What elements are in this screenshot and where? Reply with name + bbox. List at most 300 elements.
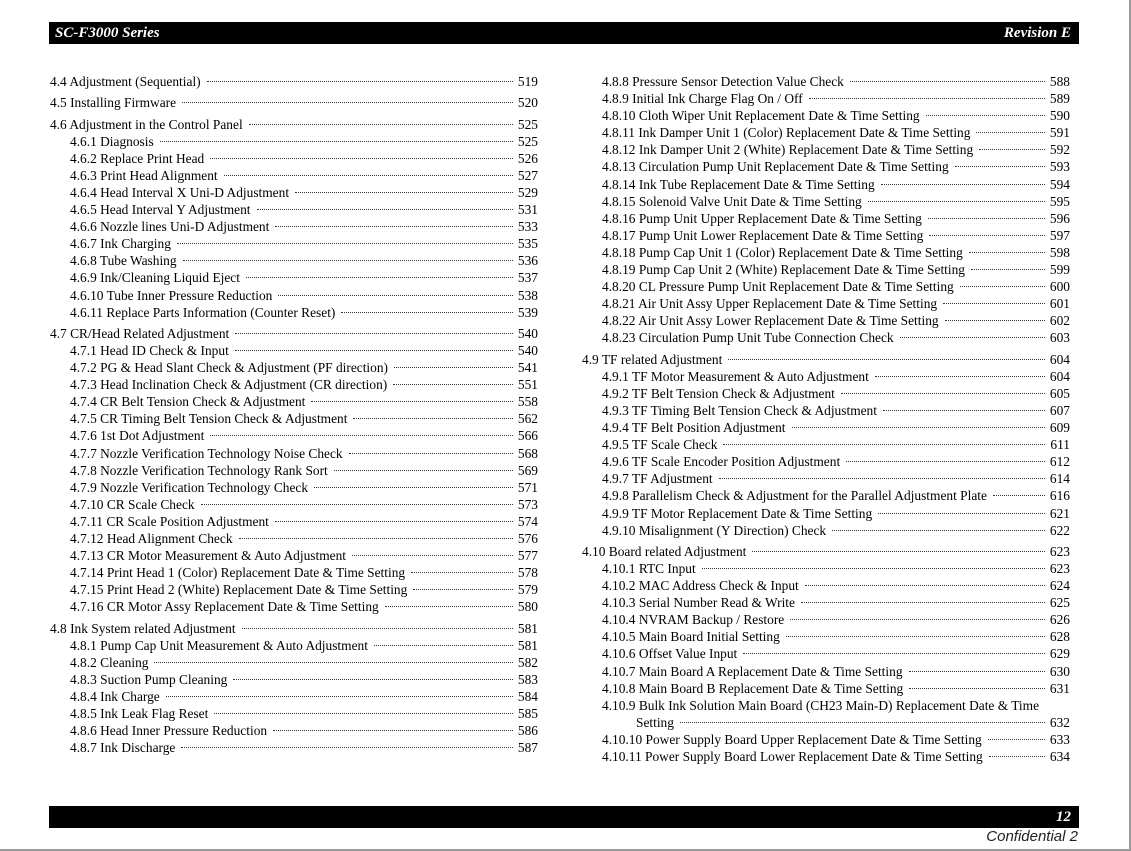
dot-leader xyxy=(850,73,1045,82)
toc-subsection-link[interactable] xyxy=(50,705,538,722)
toc-entry-title: 4.8.15 Solenoid Valve Unit Date & Time Setting xyxy=(602,193,862,209)
toc-entry-title: 4.8.19 Pump Cap Unit 2 (White) Replacement Date & Time Setting xyxy=(602,262,965,278)
toc-subsection-link[interactable] xyxy=(582,210,1070,227)
toc-page-number: 581 xyxy=(517,637,538,653)
dot-leader xyxy=(976,124,1044,133)
toc-page-number: 596 xyxy=(1049,210,1070,226)
toc-entry-title: 4.8.2 Cleaning xyxy=(70,654,149,670)
toc-subsection-link[interactable] xyxy=(50,218,538,235)
toc-subsection-link[interactable] xyxy=(50,564,538,581)
dot-leader xyxy=(989,748,1045,757)
toc-subsection-link[interactable] xyxy=(50,133,538,150)
toc-entry-title: 4.6.9 Ink/Cleaning Liquid Eject xyxy=(70,270,240,286)
toc-entry-title: 4.7.3 Head Inclination Check & Adjustment (CR direction) xyxy=(70,377,388,393)
dot-leader xyxy=(235,342,513,351)
toc-entry-title: 4.6 Adjustment in the Control Panel xyxy=(50,116,243,132)
toc-subsection-link[interactable] xyxy=(50,671,538,688)
toc-subsection-link[interactable] xyxy=(50,252,538,269)
toc-page-number: 571 xyxy=(517,479,538,495)
toc-subsection-link[interactable] xyxy=(50,393,538,410)
toc-subsection-link[interactable] xyxy=(50,654,538,671)
toc-entry-title: 4.7.15 Print Head 2 (White) Replacement Date & Time Setting xyxy=(70,582,408,598)
toc-page-number: 614 xyxy=(1049,471,1070,487)
dot-leader xyxy=(210,427,513,436)
toc-subsection-link[interactable] xyxy=(582,560,1070,577)
toc-section-link[interactable] xyxy=(50,94,538,111)
toc-entry-title: 4.7.16 CR Motor Assy Replacement Date & Time Setting xyxy=(70,599,379,615)
toc-page-number: 591 xyxy=(1049,125,1070,141)
dot-leader xyxy=(413,581,513,590)
toc-entry-title: 4.9.8 Parallelism Check & Adjustment for the Parallel Adjustment Plate xyxy=(602,488,987,504)
toc-subsection-link[interactable] xyxy=(582,90,1070,107)
toc-entry-title: 4.8.6 Head Inner Pressure Reduction xyxy=(70,723,268,739)
dot-leader xyxy=(786,628,1045,637)
toc-subsection-link[interactable] xyxy=(50,722,538,739)
toc-page-number: 582 xyxy=(517,654,538,670)
toc-entry-title: 4.6.6 Nozzle lines Uni-D Adjustment xyxy=(70,219,270,235)
toc-subsection-link[interactable] xyxy=(582,628,1070,645)
toc-page-number: 586 xyxy=(517,723,538,739)
toc-entry-title: 4.8.14 Ink Tube Replacement Date & Time Setting xyxy=(602,176,875,192)
toc-page-number: 589 xyxy=(1049,91,1070,107)
dot-leader xyxy=(841,385,1045,394)
dot-leader xyxy=(909,680,1045,689)
toc-subsection-link[interactable] xyxy=(582,577,1070,594)
toc-entry-title: 4.10.2 MAC Address Check & Input xyxy=(602,578,799,594)
toc-subsection-link[interactable] xyxy=(50,462,538,479)
dot-leader xyxy=(182,94,513,103)
dot-leader xyxy=(275,513,513,522)
toc-page-number: 605 xyxy=(1049,385,1070,401)
toc-subsection-link[interactable] xyxy=(50,184,538,201)
toc-entry-title: 4.7.8 Nozzle Verification Technology Rank Sort xyxy=(70,462,328,478)
dot-leader xyxy=(809,90,1045,99)
toc-page-number: 621 xyxy=(1049,505,1070,521)
dot-leader xyxy=(275,218,513,227)
toc-subsection-link[interactable] xyxy=(582,385,1070,402)
toc-entry-title: 4.7.6 1st Dot Adjustment xyxy=(70,428,205,444)
toc-subsection-link-continued[interactable] xyxy=(582,714,1070,731)
toc-entry-title: 4.6.1 Diagnosis xyxy=(70,133,154,149)
toc-entry-title: 4.9.3 TF Timing Belt Tension Check & Adjustment xyxy=(602,402,877,418)
toc-page-number: 583 xyxy=(517,671,538,687)
dot-leader xyxy=(969,244,1045,253)
toc-entry-title: 4.6.7 Ink Charging xyxy=(70,236,171,252)
toc-subsection-link[interactable] xyxy=(50,304,538,321)
toc-subsection-link[interactable] xyxy=(582,261,1070,278)
toc-subsection-link[interactable] xyxy=(50,410,538,427)
toc-page-number: 623 xyxy=(1049,561,1070,576)
toc-page-number: 611 xyxy=(1050,437,1070,453)
dot-leader xyxy=(846,453,1045,462)
toc-entry-title: 4.8.8 Pressure Sensor Detection Value Check xyxy=(602,74,844,89)
toc-subsection-link[interactable] xyxy=(582,470,1070,487)
dot-leader xyxy=(900,329,1045,338)
toc-subsection-link[interactable] xyxy=(50,688,538,705)
dot-leader xyxy=(177,235,513,244)
toc-subsection-link[interactable] xyxy=(582,244,1070,261)
toc-subsection-link[interactable] xyxy=(50,167,538,184)
toc-subsection-link[interactable] xyxy=(582,645,1070,662)
toc-entry-title: 4.10.11 Power Supply Board Lower Replacement Date & Time Setting xyxy=(602,749,983,765)
toc-entry-title: 4.10.8 Main Board B Replacement Date & Time Setting xyxy=(602,680,904,696)
toc-page-number: 577 xyxy=(517,548,538,564)
dot-leader xyxy=(680,714,1045,723)
dot-leader xyxy=(868,193,1045,202)
dot-leader xyxy=(943,295,1045,304)
toc-page-number: 634 xyxy=(1049,749,1070,765)
toc-page-number: 558 xyxy=(517,394,538,410)
toc-entry-title: 4.7.1 Head ID Check & Input xyxy=(70,342,229,358)
dot-leader xyxy=(201,496,513,505)
dot-leader xyxy=(160,133,513,142)
toc-section-link[interactable] xyxy=(50,325,538,342)
toc-subsection-link[interactable] xyxy=(50,513,538,530)
dot-leader xyxy=(374,637,513,646)
toc-entry-title: 4.6.4 Head Interval X Uni-D Adjustment xyxy=(70,184,290,200)
dot-leader xyxy=(334,462,513,471)
toc-entry-title: 4.8.18 Pump Cap Unit 1 (Color) Replacement Date & Time Setting xyxy=(602,244,963,260)
dot-leader xyxy=(314,479,513,488)
toc-entry-title: 4.7.11 CR Scale Position Adjustment xyxy=(70,513,269,529)
dot-leader xyxy=(249,116,513,125)
toc-page-number: 535 xyxy=(517,236,538,252)
dot-leader xyxy=(792,419,1045,428)
toc-entry-title: 4.8.13 Circulation Pump Unit Replacement Date & Time Setting xyxy=(602,159,949,175)
toc-page-number: 541 xyxy=(517,360,538,376)
toc-page-number: 625 xyxy=(1049,595,1070,611)
toc-subsection-link[interactable] xyxy=(582,731,1070,748)
toc-page-number: 538 xyxy=(517,287,538,303)
toc-entry-title: 4.7.12 Head Alignment Check xyxy=(70,531,233,546)
dot-leader xyxy=(979,141,1045,150)
toc-subsection-link[interactable] xyxy=(582,594,1070,611)
toc-entry-title: 4.6.2 Replace Print Head xyxy=(70,150,205,166)
toc-section-link[interactable] xyxy=(50,73,538,90)
toc-entry-title: 4.8.10 Cloth Wiper Unit Replacement Date & Time Setting xyxy=(602,108,920,124)
dot-leader xyxy=(805,577,1045,586)
toc-page-number: 520 xyxy=(517,95,538,111)
toc-entry-title: 4.4 Adjustment (Sequential) xyxy=(50,74,201,89)
dot-leader xyxy=(723,436,1045,445)
dot-leader xyxy=(883,402,1045,411)
toc-subsection-link[interactable] xyxy=(50,530,538,547)
toc-subsection-link[interactable] xyxy=(582,680,1070,697)
toc-page-number: 551 xyxy=(517,377,538,393)
toc-subsection-link[interactable] xyxy=(50,359,538,376)
toc-subsection-link[interactable] xyxy=(582,141,1070,158)
toc-entry-title: 4.8.9 Initial Ink Charge Flag On / Off xyxy=(602,91,803,107)
toc-subsection-link[interactable] xyxy=(582,505,1070,522)
toc-page-number: 585 xyxy=(517,706,538,722)
toc-entry-title: 4.7 CR/Head Related Adjustment xyxy=(50,325,230,341)
toc-section-link[interactable] xyxy=(50,116,538,133)
toc-entry-title: 4.6.8 Tube Washing xyxy=(70,253,177,269)
toc-page-number: 601 xyxy=(1049,296,1070,312)
toc-page-number: 569 xyxy=(517,462,538,478)
toc-page-number: 612 xyxy=(1049,454,1070,470)
dot-leader xyxy=(881,176,1045,185)
dot-leader xyxy=(278,287,513,296)
toc-page-number: 581 xyxy=(517,620,538,636)
dot-leader xyxy=(257,201,513,210)
dot-leader xyxy=(393,376,513,385)
toc-page-number: 623 xyxy=(1049,543,1070,559)
toc-entry-title: 4.8.22 Air Unit Assy Lower Replacement Date & Time Setting xyxy=(602,313,939,329)
toc-subsection-link[interactable] xyxy=(582,522,1070,539)
dot-leader xyxy=(210,150,513,159)
toc-entry-title: 4.9.5 TF Scale Check xyxy=(602,437,718,453)
toc-subsection-link[interactable] xyxy=(582,436,1070,453)
toc-entry-title: 4.8.1 Pump Cap Unit Measurement & Auto Adjustment xyxy=(70,637,368,653)
toc-page-number: 590 xyxy=(1049,108,1070,124)
toc-subsection-link[interactable] xyxy=(50,376,538,393)
toc-entry-title-continued: Setting xyxy=(636,714,674,730)
toc-entry-title: 4.7.2 PG & Head Slant Check & Adjustment (PF direction) xyxy=(70,360,389,376)
toc-page-number: 531 xyxy=(517,202,538,218)
toc-subsection-link[interactable] xyxy=(582,487,1070,504)
toc-entry-title: 4.8.11 Ink Damper Unit 1 (Color) Replacement Date & Time Setting xyxy=(602,125,971,141)
toc-subsection-link[interactable] xyxy=(582,295,1070,312)
dot-leader xyxy=(239,530,513,539)
toc-subsection-link[interactable] xyxy=(582,278,1070,295)
toc-subsection-link[interactable] xyxy=(582,227,1070,244)
confidential-label: Confidential 2 xyxy=(986,828,1078,845)
dot-leader xyxy=(353,410,512,419)
toc-subsection-link[interactable] xyxy=(582,312,1070,329)
dot-leader xyxy=(752,543,1045,552)
dot-leader xyxy=(224,167,513,176)
toc-entry-title: 4.8.3 Suction Pump Cleaning xyxy=(70,671,228,687)
toc-subsection-link[interactable] xyxy=(582,419,1070,436)
toc-page-number: 602 xyxy=(1049,313,1070,329)
toc-subsection-link[interactable] xyxy=(582,193,1070,210)
toc-page-number: 604 xyxy=(1049,368,1070,384)
toc-page-number: 573 xyxy=(517,496,538,512)
toc-subsection-link[interactable] xyxy=(582,107,1070,124)
toc-page-number: 584 xyxy=(517,689,538,705)
dot-leader xyxy=(295,184,513,193)
toc-section-link[interactable] xyxy=(582,543,1070,560)
toc-entry-title: 4.6.10 Tube Inner Pressure Reduction xyxy=(70,287,273,303)
toc-subsection-link[interactable] xyxy=(582,176,1070,193)
toc-subsection-link[interactable] xyxy=(50,598,538,615)
toc-page-number: 540 xyxy=(517,325,538,341)
toc-entry-title: 4.7.5 CR Timing Belt Tension Check & Adjustment xyxy=(70,411,348,427)
dot-leader xyxy=(988,731,1045,740)
toc-subsection-link[interactable] xyxy=(50,150,538,167)
toc-subsection-link[interactable] xyxy=(582,124,1070,141)
toc-entry-title: 4.9.7 TF Adjustment xyxy=(602,471,713,487)
toc-subsection-link[interactable] xyxy=(582,748,1070,765)
dot-leader xyxy=(183,252,513,261)
revision-label: Revision E xyxy=(1003,25,1071,41)
toc-page-number: 603 xyxy=(1049,330,1070,346)
toc-page-number: 592 xyxy=(1049,142,1070,158)
toc-page-number: 525 xyxy=(517,133,538,149)
dot-leader xyxy=(909,663,1045,672)
toc-page-number: 527 xyxy=(517,167,538,183)
dot-leader xyxy=(878,505,1045,514)
toc-entry-title: 4.10 Board related Adjustment xyxy=(582,543,747,559)
toc-page-number: 626 xyxy=(1049,612,1070,628)
toc-page-number: 631 xyxy=(1049,680,1070,696)
dot-leader xyxy=(154,654,512,663)
toc-page-number: 539 xyxy=(517,304,538,320)
dot-leader xyxy=(411,564,513,573)
page-number: 12 xyxy=(1056,809,1071,825)
toc-subsection-link[interactable] xyxy=(50,637,538,654)
toc-page-number: 597 xyxy=(1049,227,1070,243)
toc-subsection-link[interactable] xyxy=(50,445,538,462)
dot-leader xyxy=(801,594,1045,603)
toc-page-number: 629 xyxy=(1049,646,1070,662)
toc-entry-title: 4.10.4 NVRAM Backup / Restore xyxy=(602,612,785,628)
toc-page-number: 622 xyxy=(1049,522,1070,538)
dot-leader xyxy=(242,620,513,629)
toc-page-number: 568 xyxy=(517,445,538,461)
toc-entry-title: 4.10.6 Offset Value Input xyxy=(602,646,738,662)
toc-entry-title: 4.7.14 Print Head 1 (Color) Replacement Date & Time Setting xyxy=(70,565,406,581)
toc-entry-title: 4.7.9 Nozzle Verification Technology Check xyxy=(70,479,309,495)
toc-page-number: 633 xyxy=(1049,731,1070,747)
toc-page-number: 576 xyxy=(517,531,538,546)
toc-page-number: 628 xyxy=(1049,629,1070,645)
toc-entry-title: 4.10.10 Power Supply Board Upper Replacement Date & Time Setting xyxy=(602,731,982,747)
dot-leader xyxy=(394,359,513,368)
dot-leader xyxy=(926,107,1045,116)
toc-page-number: 595 xyxy=(1049,193,1070,209)
toc-entry-title: 4.10.1 RTC Input xyxy=(602,561,696,576)
toc-page-number: 587 xyxy=(517,740,538,756)
toc-page-number: 578 xyxy=(517,565,538,581)
dot-leader xyxy=(790,611,1045,620)
toc-subsection-link[interactable] xyxy=(50,201,538,218)
toc-section-link[interactable] xyxy=(582,351,1070,368)
dot-leader xyxy=(945,312,1045,321)
dot-leader xyxy=(273,722,513,731)
toc-entry-title: 4.8.23 Circulation Pump Unit Tube Connection Check xyxy=(602,330,894,346)
toc-entry-title: 4.7.7 Nozzle Verification Technology Noise Check xyxy=(70,445,343,461)
toc-subsection-link[interactable] xyxy=(50,547,538,564)
toc-page-number: 600 xyxy=(1049,279,1070,295)
toc-page-number: 632 xyxy=(1049,714,1070,730)
toc-entry-title: 4.9.1 TF Motor Measurement & Auto Adjustment xyxy=(602,368,869,384)
toc-page-number: 529 xyxy=(517,184,538,200)
dot-leader xyxy=(993,487,1045,496)
toc-entry-title: 4.10.9 Bulk Ink Solution Main Board (CH23 Main-D) Replacement Date & Time xyxy=(602,697,1040,713)
toc-page-number: 624 xyxy=(1049,578,1070,594)
toc-subsection-link[interactable] xyxy=(582,402,1070,419)
toc-subsection-link[interactable] xyxy=(582,368,1070,385)
toc-page-number: 562 xyxy=(517,411,538,427)
toc-page-number: 607 xyxy=(1049,402,1070,418)
toc-subsection-link[interactable] xyxy=(50,496,538,513)
dot-leader xyxy=(929,227,1045,236)
dot-leader xyxy=(166,688,513,697)
dot-leader xyxy=(928,210,1045,219)
toc-section-link[interactable] xyxy=(50,620,538,637)
toc-subsection-link[interactable] xyxy=(50,581,538,598)
toc-subsection-link[interactable] xyxy=(50,235,538,252)
dot-leader xyxy=(719,470,1045,479)
dot-leader xyxy=(207,73,513,82)
toc-subsection-link[interactable] xyxy=(50,427,538,444)
dot-leader xyxy=(743,645,1045,654)
toc-page-number: 525 xyxy=(517,116,538,132)
toc-page-number: 580 xyxy=(517,599,538,615)
toc-entry-title: 4.9.2 TF Belt Tension Check & Adjustment xyxy=(602,385,835,401)
toc-page-number: 540 xyxy=(517,342,538,358)
toc-page-number: 599 xyxy=(1049,262,1070,278)
header-bar xyxy=(49,22,1079,44)
toc-entry-title: 4.8.16 Pump Unit Upper Replacement Date & Time Setting xyxy=(602,210,922,226)
toc-entry-title: 4.6.5 Head Interval Y Adjustment xyxy=(70,202,251,218)
toc-entry-title: 4.9.6 TF Scale Encoder Position Adjustment xyxy=(602,454,841,470)
toc-subsection-link[interactable] xyxy=(50,739,538,756)
toc-subsection-link[interactable] xyxy=(582,663,1070,680)
dot-leader xyxy=(832,522,1045,531)
toc-entry-title: 4.8.7 Ink Discharge xyxy=(70,740,176,756)
toc-entry-title: 4.7.13 CR Motor Measurement & Auto Adjustment xyxy=(70,548,346,564)
toc-entry-title: 4.6.11 Replace Parts Information (Counter Reset) xyxy=(70,304,336,320)
toc-page-number: 588 xyxy=(1049,74,1070,89)
toc-entry-title: 4.9 TF related Adjustment xyxy=(582,351,723,367)
toc-subsection-link[interactable] xyxy=(50,287,538,304)
toc-subsection-link[interactable] xyxy=(50,479,538,496)
footer-bar xyxy=(49,806,1079,828)
toc-entry-title: 4.8.4 Ink Charge xyxy=(70,689,160,705)
toc-page-number: 630 xyxy=(1049,663,1070,679)
toc-subsection-link[interactable] xyxy=(582,453,1070,470)
document-title: SC-F3000 Series xyxy=(55,25,160,41)
dot-leader xyxy=(235,325,513,334)
toc-subsection-link[interactable] xyxy=(50,269,538,286)
toc-page-number: 533 xyxy=(517,219,538,235)
toc-subsection-link[interactable] xyxy=(582,611,1070,628)
toc-entry-title: 4.9.9 TF Motor Replacement Date & Time Setting xyxy=(602,505,873,521)
toc-entry-title: 4.7.4 CR Belt Tension Check & Adjustment xyxy=(70,394,306,410)
toc-page-number: 616 xyxy=(1049,488,1070,504)
toc-subsection-link[interactable] xyxy=(582,158,1070,175)
toc-entry-title: 4.5 Installing Firmware xyxy=(50,95,177,111)
toc-entry-title: 4.8.17 Pump Unit Lower Replacement Date & Time Setting xyxy=(602,227,924,243)
toc-entry-title: 4.10.7 Main Board A Replacement Date & Time Setting xyxy=(602,663,903,679)
toc-page-number: 537 xyxy=(517,270,538,286)
toc-entry-title: 4.8.12 Ink Damper Unit 2 (White) Replacement Date & Time Setting xyxy=(602,142,974,158)
toc-subsection-link[interactable] xyxy=(582,73,1070,90)
toc-entry-title: 4.10.3 Serial Number Read & Write xyxy=(602,595,795,611)
toc-subsection-link[interactable] xyxy=(50,342,538,359)
dot-leader xyxy=(960,278,1045,287)
dot-leader xyxy=(349,445,513,454)
toc-page-number: 519 xyxy=(517,74,538,89)
toc-entry-title: 4.7.10 CR Scale Check xyxy=(70,496,195,512)
toc-entry-title: 4.9.10 Misalignment (Y Direction) Check xyxy=(602,522,827,538)
dot-leader xyxy=(233,671,513,680)
toc-entry-title: 4.8.20 CL Pressure Pump Unit Replacement Date & Time Setting xyxy=(602,279,954,295)
dot-leader xyxy=(352,547,513,556)
dot-leader xyxy=(214,705,513,714)
toc-page-number: 594 xyxy=(1049,176,1070,192)
toc-right-column xyxy=(582,73,1070,765)
toc-page-number: 609 xyxy=(1049,420,1070,436)
dot-leader xyxy=(385,598,513,607)
dot-leader xyxy=(971,261,1045,270)
toc-subsection-link[interactable] xyxy=(582,697,1070,714)
toc-entry-title: 4.8.5 Ink Leak Flag Reset xyxy=(70,706,209,722)
toc-subsection-link[interactable] xyxy=(582,329,1070,346)
